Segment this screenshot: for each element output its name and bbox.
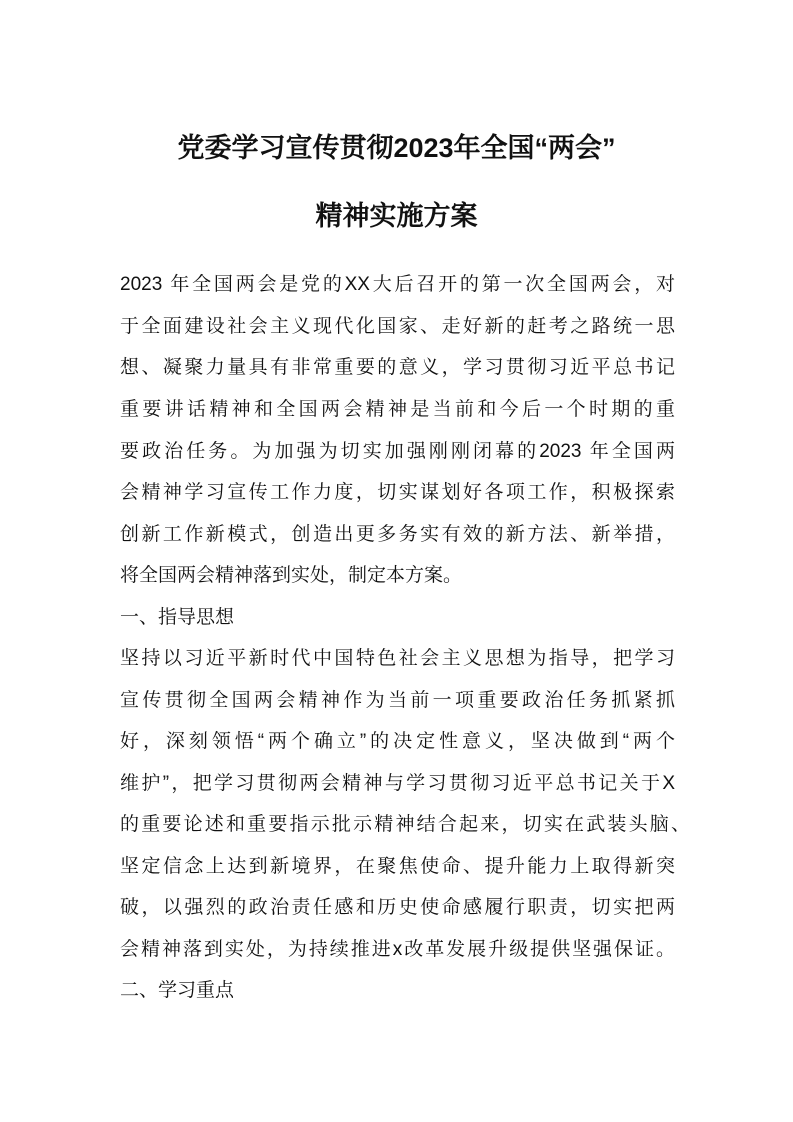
body-line: 会精神落到实处，为持续推进x改革发展升级提供坚强保证。 — [120, 939, 675, 960]
body-line: 破，以强烈的政治责任感和历史使命感履行职责，切实把两 — [120, 897, 675, 918]
section-heading-guiding-thought: 一、指导思想 — [120, 607, 235, 628]
intro-line: 创新工作新模式，创造出更多务实有效的新方法、新举措， — [120, 524, 675, 545]
section-heading-study-focus: 二、学习重点 — [120, 980, 235, 1001]
document-title-line-2: 精神实施方案 — [315, 201, 478, 231]
body-line: 坚定信念上达到新境界，在聚焦使命、提升能力上取得新突 — [120, 856, 675, 877]
body-line: 好，深刻领悟“两个确立”的决定性意义，坚决做到“两个 — [120, 731, 675, 752]
intro-line: 重要讲话精神和全国两会精神是当前和今后一个时期的重 — [120, 399, 675, 420]
body-line: 宣传贯彻全国两会精神作为当前一项重要政治任务抓紧抓 — [120, 690, 675, 711]
intro-line: 2023 年全国两会是党的XX大后召开的第一次全国两会，对 — [120, 274, 675, 295]
intro-line: 要政治任务。为加强为切实加强刚刚闭幕的2023 年全国两 — [120, 441, 675, 462]
intro-line: 想、凝聚力量具有非常重要的意义，学习贯彻习近平总书记 — [120, 357, 675, 378]
intro-line: 会精神学习宣传工作力度，切实谋划好各项工作，积极探索 — [120, 482, 675, 503]
document-title-line-1: 党委学习宣传贯彻2023年全国“两会” — [177, 133, 616, 163]
body-line: 坚持以习近平新时代中国特色社会主义思想为指导，把学习 — [120, 648, 675, 669]
body-line: 的重要论述和重要指示批示精神结合起来，切实在武装头脑、 — [120, 814, 690, 835]
body-line: 维护”，把学习贯彻两会精神与学习贯彻习近平总书记关于X — [120, 773, 675, 794]
intro-line: 将全国两会精神落到实处，制定本方案。 — [120, 565, 463, 586]
intro-line: 于全面建设社会主义现代化国家、走好新的赶考之路统一思 — [120, 316, 675, 337]
